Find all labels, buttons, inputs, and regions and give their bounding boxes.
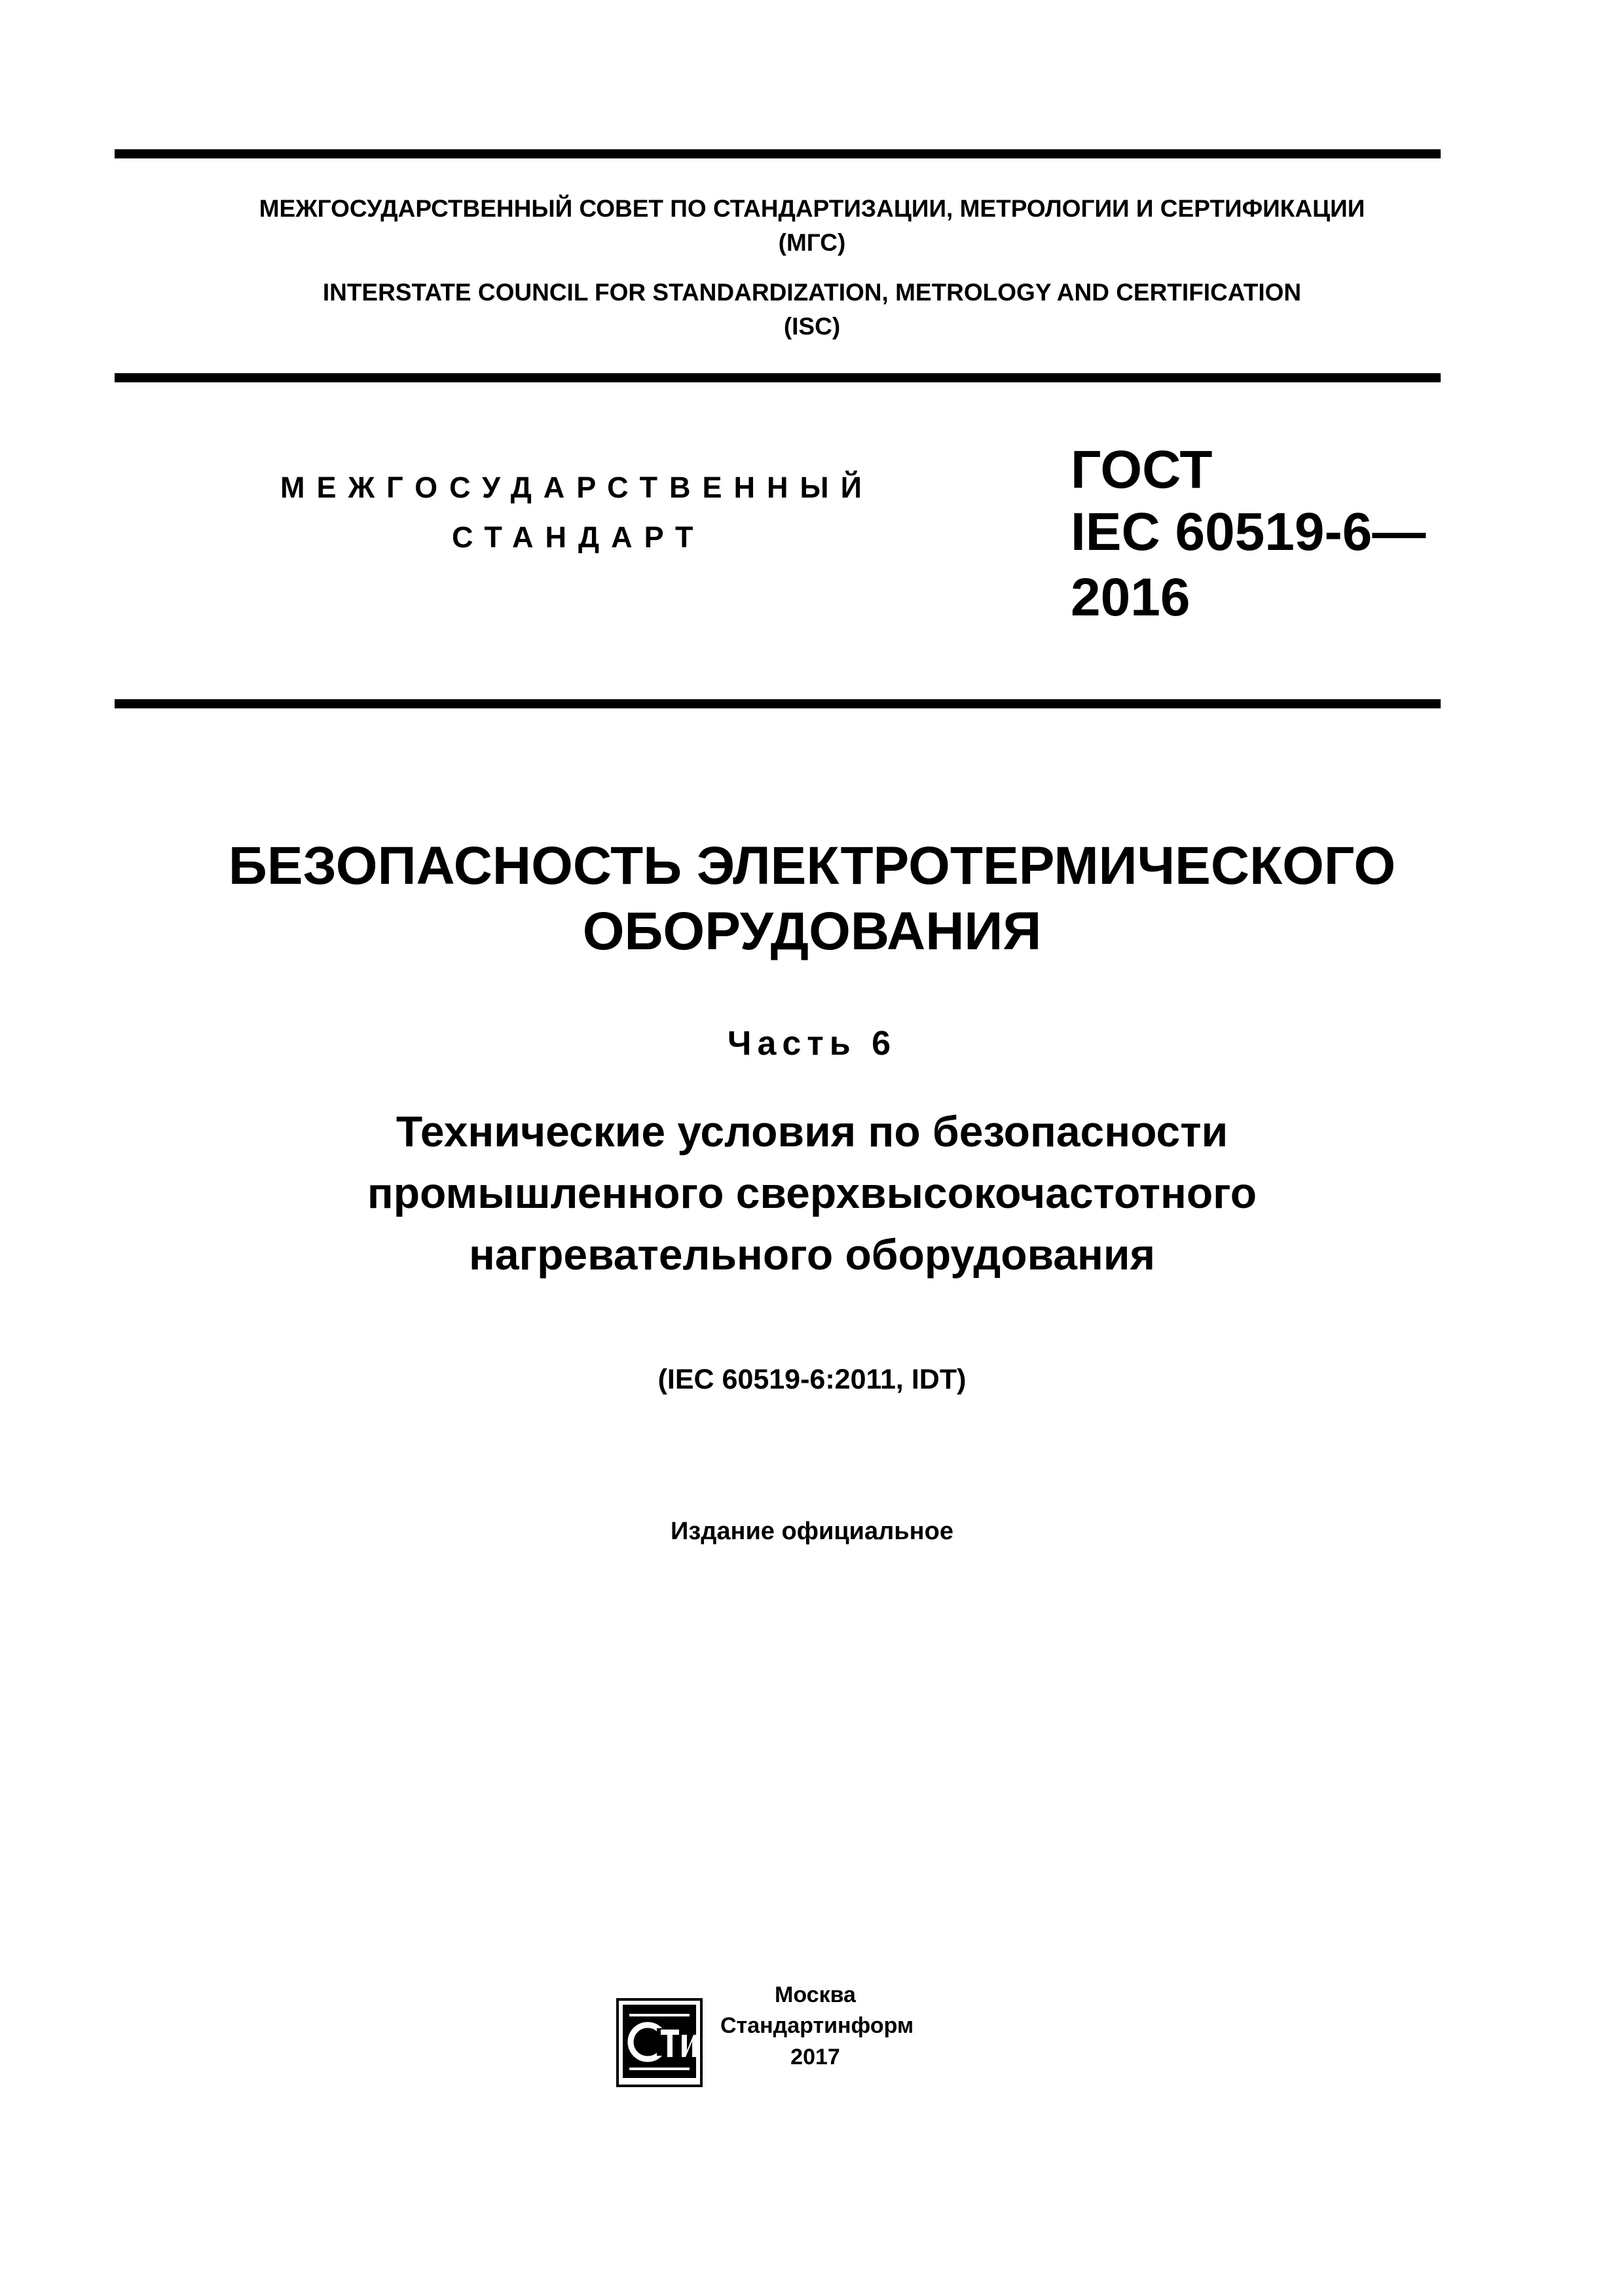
designation-line1: ГОСТ (1071, 440, 1213, 500)
standard-type-line1: МЕЖГОСУДАРСТВЕННЫЙ (280, 471, 874, 504)
imprint-city: Москва (775, 1982, 856, 2007)
standartinform-logo-icon (614, 1997, 705, 2090)
subtitle-line1: Технические условия по безопасности (396, 1107, 1228, 1156)
standard-type-line2: СТАНДАРТ (452, 520, 705, 554)
document-title-line2: ОБОРУДОВАНИЯ (582, 902, 1042, 961)
iec-reference: (IEC 60519-6:2011, IDT) (657, 1364, 967, 1395)
designation-line2: IEC 60519-6— (1071, 502, 1426, 562)
subtitle-line2: промышленного сверхвысокочастотного (367, 1169, 1257, 1217)
council-abbr-ru: (МГС) (778, 229, 846, 256)
council-name-en: INTERSTATE COUNCIL FOR STANDARDIZATION, METROLOGY AND CERTIFICATION (322, 279, 1302, 306)
subtitle-line3: нагревательного оборудования (469, 1230, 1155, 1279)
imprint-publisher: Стандартинформ (720, 2013, 914, 2038)
designation-line3: 2016 (1071, 568, 1190, 627)
edition-note: Издание официальное (671, 1518, 953, 1545)
council-abbr-en: (ISC) (783, 313, 841, 340)
designation-bottom-rule (115, 699, 1441, 708)
top-rule (115, 149, 1441, 158)
part-number: Часть 6 (727, 1025, 897, 1063)
imprint-year: 2017 (790, 2045, 840, 2069)
document-title-line1: БЕЗОПАСНОСТЬ ЭЛЕКТРОТЕРМИЧЕСКОГО (228, 836, 1396, 896)
header-bottom-rule (115, 373, 1441, 382)
council-name-ru: МЕЖГОСУДАРСТВЕННЫЙ СОВЕТ ПО СТАНДАРТИЗАЦИИ, МЕТРОЛОГИИ И СЕРТИФИКАЦИИ (259, 195, 1365, 222)
